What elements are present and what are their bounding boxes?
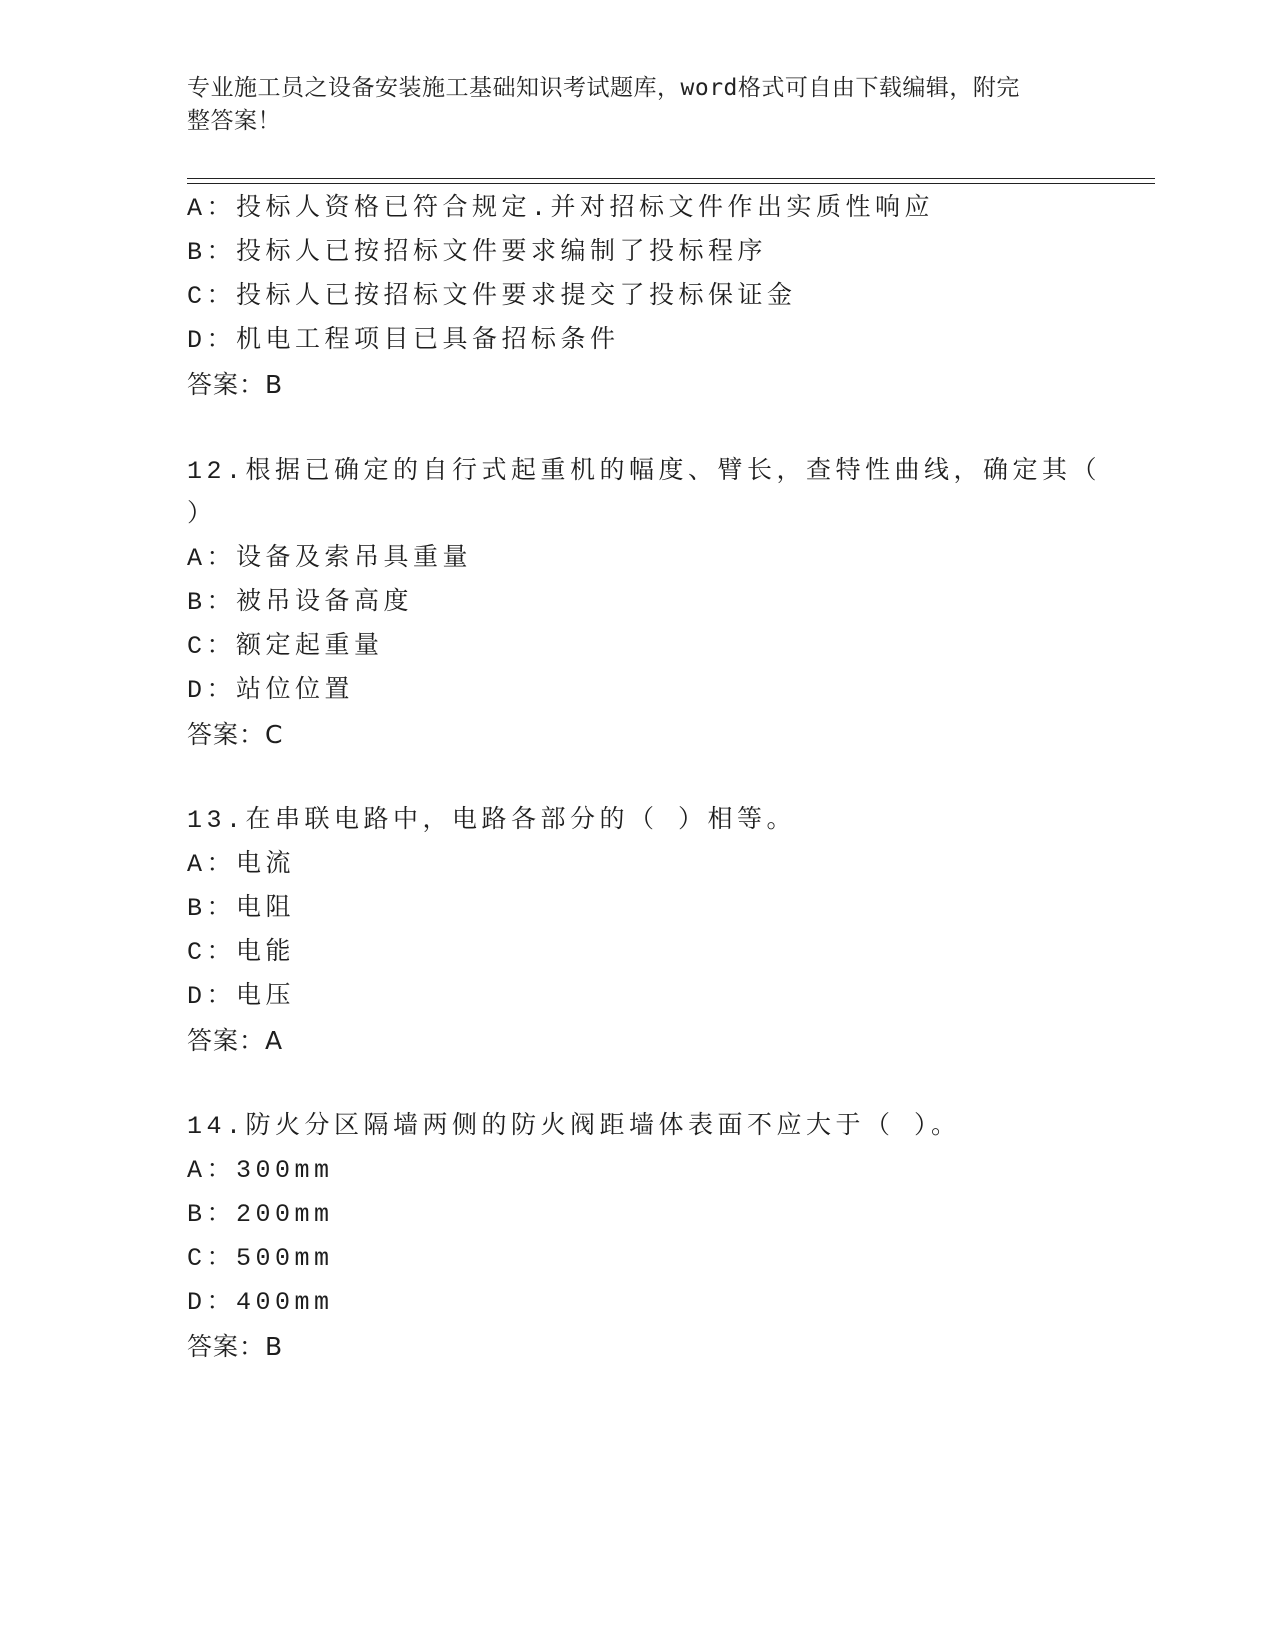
header-divider-bottom	[187, 183, 1155, 184]
q12-option-a: A：设备及索吊具重量	[187, 544, 473, 573]
q11-option-a: A：投标人资格已符合规定.并对招标文件作出实质性响应	[187, 194, 935, 223]
q13-option-a: A：电流	[187, 850, 296, 879]
q12-option-c: C：额定起重量	[187, 632, 384, 661]
q14-stem: 14.防火分区隔墙两侧的防火阀距墙体表面不应大于（ ）。	[187, 1112, 961, 1141]
q11-option-d: D：机电工程项目已具备招标条件	[187, 326, 620, 355]
q14-option-a: A：300mm	[187, 1156, 334, 1185]
header-line-2: 整答案！	[187, 108, 281, 134]
q13-option-d: D：电压	[187, 982, 296, 1011]
q13-answer: 答案：A	[187, 1026, 284, 1055]
q12-answer: 答案：C	[187, 720, 284, 749]
q13-option-c: C：电能	[187, 938, 296, 967]
q13-option-b: B：电阻	[187, 894, 296, 923]
document-header	[187, 72, 1067, 138]
q13-stem: 13.在串联电路中，电路各部分的（ ）相等。	[187, 806, 797, 835]
q14-answer: 答案：B	[187, 1332, 284, 1361]
q14-option-d: D：400mm	[187, 1288, 334, 1317]
q14-option-c: C：500mm	[187, 1244, 334, 1273]
q14-option-b: B：200mm	[187, 1200, 334, 1229]
q11-option-b: B：投标人已按招标文件要求编制了投标程序	[187, 238, 768, 267]
q12-option-d: D：站位位置	[187, 676, 355, 705]
q12-stem-line-1: 12.根据已确定的自行式起重机的幅度、臂长，查特性曲线，确定其（	[187, 457, 1102, 486]
header-line-1: 专业施工员之设备安装施工基础知识考试题库，word格式可自由下载编辑，附完	[187, 75, 1020, 101]
header-divider-top	[187, 178, 1155, 179]
q11-answer: 答案：B	[187, 370, 284, 399]
q12-stem-line-2: ）	[187, 500, 217, 529]
q11-option-c: C：投标人已按招标文件要求提交了投标保证金	[187, 282, 797, 311]
q12-option-b: B：被吊设备高度	[187, 588, 414, 617]
